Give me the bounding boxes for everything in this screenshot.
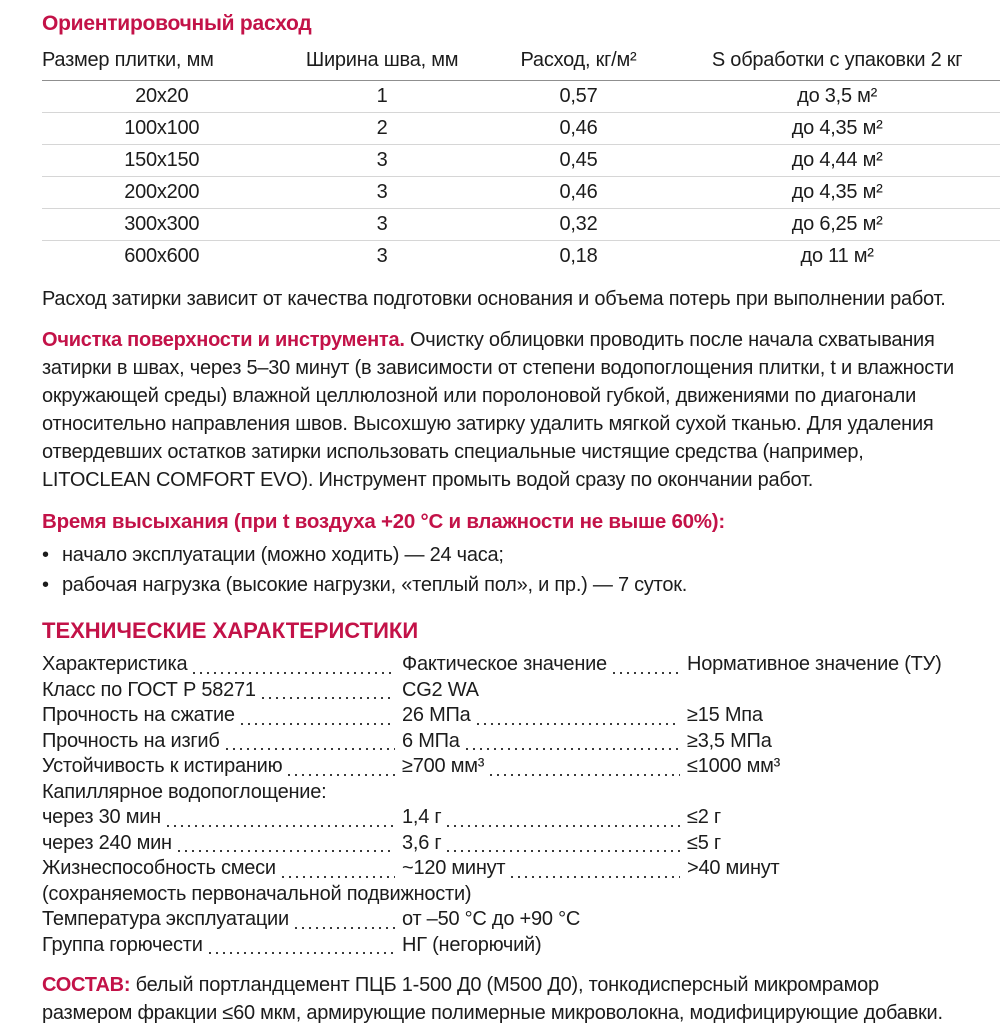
table-cell: 100х100 [42,113,282,145]
cleaning-paragraph [42,326,960,494]
spec-norm [687,754,960,780]
dotted-leader [167,825,395,827]
dotted-leader [447,825,680,827]
spec-row [42,652,960,678]
spec-value [402,805,687,831]
spec-value [402,652,687,678]
spec-full-line: (сохраняемость первоначальной подвижности) [42,882,472,905]
table-row [42,177,1000,209]
specs-list [42,652,960,958]
dotted-leader [193,672,395,674]
table-cell: 150х150 [42,145,282,177]
spec-label [42,754,402,780]
spec-value-text: 6 МПа [402,729,460,752]
table-cell: 0,57 [483,81,675,113]
spec-value-text: ~120 минут [402,857,506,879]
spec-row [42,729,960,755]
spec-label [42,678,402,704]
composition-lead: СОСТАВ: [42,974,131,996]
spec-label-text: Характеристика [42,653,188,675]
spec-value-text: Фактическое значение [402,653,607,675]
table-cell: 1 [282,81,483,113]
spec-value-text: 3,6 г [402,831,442,854]
dotted-leader [295,927,395,929]
spec-label [42,805,402,831]
spec-label-text: Жизнеспособность смеси [42,857,276,879]
spec-norm [687,729,960,755]
spec-label [42,652,402,678]
table-cell: до 4,35 м² [674,177,1000,209]
table-cell: 2 [282,113,483,145]
table-cell: 3 [282,145,483,177]
table-cell: 0,46 [483,177,675,209]
spec-norm-text: ≤5 г [687,831,721,854]
consumption-note: Расход затирки зависит от качества подготовки основания и объема потерь при выполнении работ. [42,288,946,310]
spec-row [42,780,960,806]
spec-value [402,729,687,755]
bullet-text: рабочая нагрузка (высокие нагрузки, «теплый пол», и пр.) — 7 суток. [62,574,688,596]
table-row [42,241,1000,273]
table-cell: 200х200 [42,177,282,209]
spec-norm [687,703,960,729]
table-cell: до 4,44 м² [674,145,1000,177]
table-header-cell: Расход, кг/м² [483,46,675,81]
composition-paragraph [42,971,960,1027]
drying-bullet-list [42,540,960,600]
spec-norm-text: ≥3,5 МПа [687,729,772,752]
spec-label-text: Класс по ГОСТ Р 58271 [42,678,256,701]
table-header-cell: Размер плитки, мм [42,46,282,81]
bullet-item [42,570,960,600]
spec-value-text: 26 МПа [402,704,471,726]
spec-value-text: НГ (негорючий) [402,933,542,956]
table-row [42,81,1000,113]
spec-value-text: CG2 WA [402,678,479,701]
dotted-leader [178,850,395,852]
table-header-cell: Ширина шва, мм [282,46,483,81]
dotted-leader [262,697,395,699]
dotted-leader [466,748,680,750]
spec-row [42,933,960,959]
table-cell: до 4,35 м² [674,113,1000,145]
spec-row [42,831,960,857]
dotted-leader [477,723,680,725]
table-cell: 300х300 [42,209,282,241]
dotted-leader [241,723,395,725]
spec-label-text: Группа горючести [42,933,203,956]
spec-norm-text: Нормативное значение (ТУ) [687,653,942,675]
spec-norm-text: ≤2 г [687,806,721,828]
spec-label [42,907,402,933]
table-cell: 20х20 [42,81,282,113]
table-row [42,145,1000,177]
bullet-text: начало эксплуатации (можно ходить) — 24 часа; [62,544,504,566]
spec-row [42,907,960,933]
spec-label [42,856,402,882]
cleaning-body: Очистку облицовки проводить после начала схватывания затирки в швах, через 5–30 минут (в зависимости от степени водопоглощения плитки, t и влажности окружающей среды) влажной целлюлозной или поролоновой губкой, движениями по диагонали относительно направления швов. Высохшую затирку удалить мягкой сухой тканью. Для удаления отвердевших остатков затирки использовать специальные чистящие средства (например, LITOCLEAN COMFORT EVO). Инструмент промыть водой сразу по окончании работ. [42,329,954,491]
spec-value-text: от –50 °С до +90 °С [402,908,581,930]
spec-label-text: через 30 мин [42,806,161,828]
table-cell: 0,46 [483,113,675,145]
table-cell: до 11 м² [800,245,874,267]
cleaning-lead: Очистка поверхности и инструмента. [42,329,405,351]
spec-label-text: Прочность на изгиб [42,729,220,752]
spec-value [402,678,960,704]
spec-value [402,856,687,882]
table-cell: до 6,25 м² [674,209,1000,241]
table-cell: 0,45 [483,145,675,177]
spec-value-text: 1,4 г [402,806,442,828]
spec-full-line: Капиллярное водопоглощение: [42,780,327,803]
spec-value-text: ≥700 мм³ [402,755,485,777]
bullet-icon: • [42,574,49,596]
spec-label [42,703,402,729]
dotted-leader [226,748,395,750]
spec-label [42,831,402,857]
table-cell: 3 [376,245,388,267]
table-cell: 0,18 [559,245,598,267]
spec-norm [687,805,960,831]
spec-value [402,907,960,933]
dotted-leader [613,672,680,674]
dotted-leader [490,774,680,776]
specs-title: ТЕХНИЧЕСКИЕ ХАРАКТЕРИСТИКИ [42,618,419,643]
dotted-leader [209,952,395,954]
spec-value [402,831,687,857]
spec-norm [687,831,960,857]
spec-norm [687,652,960,678]
drying-title: Время высыхания (при t воздуха +20 °С и влажности не выше 60%): [42,510,725,533]
spec-row [42,754,960,780]
table-cell: 600х600 [124,245,200,267]
spec-row [42,882,960,908]
spec-label-text: Устойчивость к истиранию [42,755,283,777]
spec-label-text: через 240 мин [42,831,172,854]
spec-norm [687,856,960,882]
spec-norm-text: ≤1000 мм³ [687,755,781,777]
dotted-leader [447,850,680,852]
spec-row [42,805,960,831]
spec-row [42,703,960,729]
consumption-table [42,46,1000,272]
spec-row [42,678,960,704]
spec-norm-text: >40 минут [687,857,780,879]
spec-value [402,703,687,729]
bullet-icon: • [42,544,49,566]
spec-label-text: Прочность на сжатие [42,704,235,726]
spec-row [42,856,960,882]
dotted-leader [282,876,395,878]
spec-value [402,754,687,780]
table-cell: до 3,5 м² [674,81,1000,113]
spec-norm-text: ≥15 Мпа [687,704,763,726]
consumption-title: Ориентировочный расход [42,12,312,35]
spec-label [42,933,402,959]
bullet-item [42,540,960,570]
dotted-leader [511,876,680,878]
spec-value [402,933,960,959]
table-cell: 0,32 [483,209,675,241]
composition-body: белый портландцемент ПЦБ 1-500 Д0 (М500 Д0), тонкодисперсный микромрамор размером фракции ≤60 мкм, армирующие полимерные микроволокна, модифицирующие добавки. [42,974,943,1024]
table-row [42,209,1000,241]
table-cell: 3 [282,177,483,209]
table-row [42,113,1000,145]
table-header-cell: S обработки с упаковки 2 кг [674,46,1000,81]
table-cell: 3 [282,209,483,241]
dotted-leader [288,774,395,776]
spec-label-text: Температура эксплуатации [42,908,289,930]
spec-label [42,729,402,755]
consumption-table-header-row [42,46,1000,81]
